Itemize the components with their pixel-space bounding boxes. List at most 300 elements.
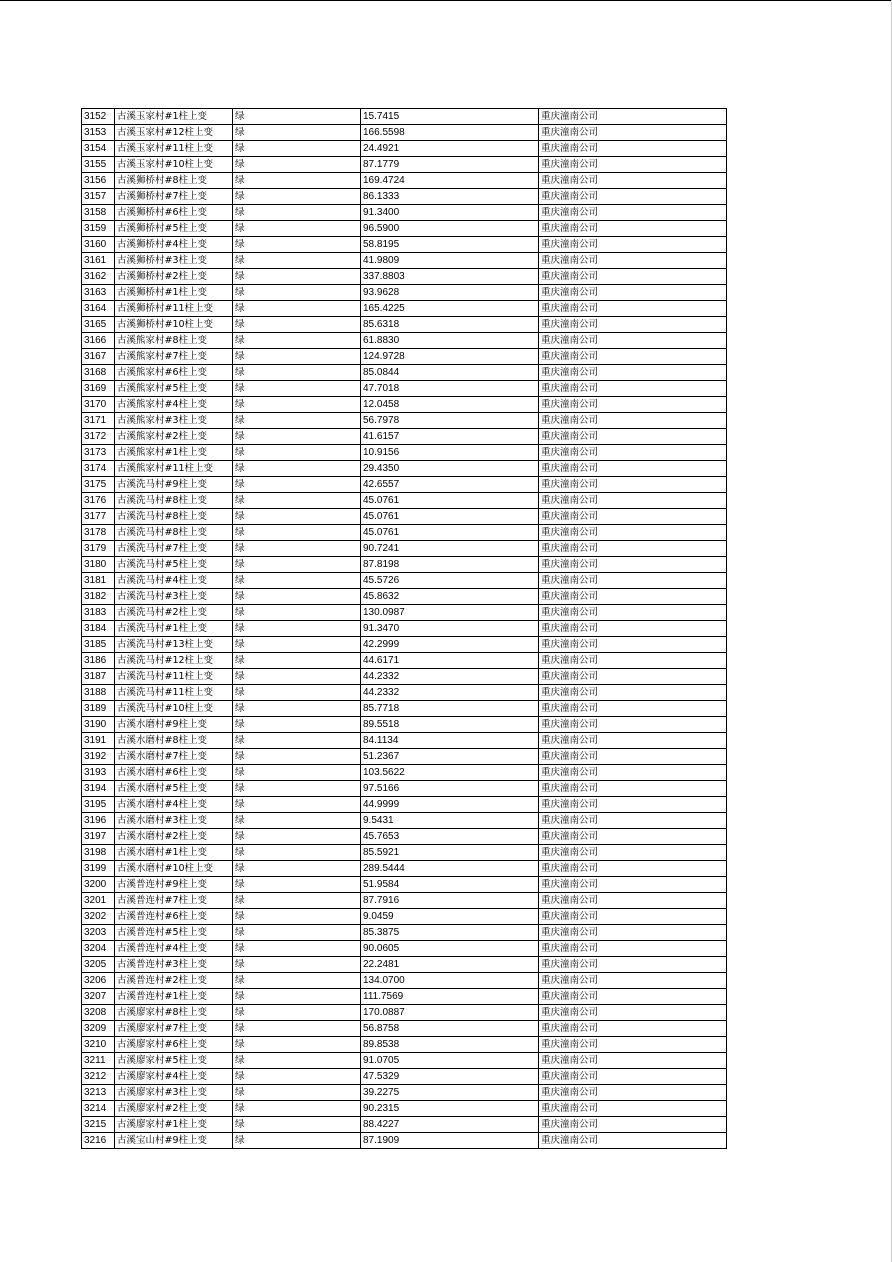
row-id-cell: 3167	[82, 349, 115, 365]
value-cell: 103.5622	[361, 765, 539, 781]
table-row	[82, 1133, 727, 1149]
table-row	[82, 669, 727, 685]
row-id-cell: 3168	[82, 365, 115, 381]
transformer-name-cell: 古溪廖家村#5柱上变	[115, 1053, 233, 1069]
transformer-name-cell: 古溪熊家村#3柱上变	[115, 413, 233, 429]
value-cell: 90.2315	[361, 1101, 539, 1117]
company-cell: 重庆潼南公司	[539, 253, 727, 269]
transformer-name-cell: 古溪熊家村#11柱上变	[115, 461, 233, 477]
transformer-name-cell: 古溪熊家村#4柱上变	[115, 397, 233, 413]
table-row	[82, 1053, 727, 1069]
status-cell: 绿	[233, 989, 361, 1005]
status-cell: 绿	[233, 605, 361, 621]
value-cell: 44.9999	[361, 797, 539, 813]
status-cell: 绿	[233, 445, 361, 461]
value-cell: 85.0844	[361, 365, 539, 381]
row-id-cell: 3188	[82, 685, 115, 701]
table-row	[82, 765, 727, 781]
row-id-cell: 3172	[82, 429, 115, 445]
value-cell: 134.0700	[361, 973, 539, 989]
value-cell: 91.0705	[361, 1053, 539, 1069]
table-row	[82, 573, 727, 589]
row-id-cell: 3166	[82, 333, 115, 349]
company-cell: 重庆潼南公司	[539, 541, 727, 557]
value-cell: 166.5598	[361, 125, 539, 141]
status-cell: 绿	[233, 637, 361, 653]
company-cell: 重庆潼南公司	[539, 1101, 727, 1117]
company-cell: 重庆潼南公司	[539, 349, 727, 365]
row-id-cell: 3203	[82, 925, 115, 941]
table-row	[82, 109, 727, 125]
status-cell: 绿	[233, 1101, 361, 1117]
transformer-name-cell: 古溪洗马村#8柱上变	[115, 509, 233, 525]
row-id-cell: 3207	[82, 989, 115, 1005]
row-id-cell: 3183	[82, 605, 115, 621]
value-cell: 85.7718	[361, 701, 539, 717]
transformer-name-cell: 古溪普连村#2柱上变	[115, 973, 233, 989]
table-row	[82, 637, 727, 653]
table-row	[82, 317, 727, 333]
status-cell: 绿	[233, 893, 361, 909]
value-cell: 45.0761	[361, 493, 539, 509]
row-id-cell: 3160	[82, 237, 115, 253]
table-row	[82, 589, 727, 605]
status-cell: 绿	[233, 109, 361, 125]
transformer-name-cell: 古溪水磨村#10柱上变	[115, 861, 233, 877]
status-cell: 绿	[233, 733, 361, 749]
value-cell: 87.7916	[361, 893, 539, 909]
company-cell: 重庆潼南公司	[539, 397, 727, 413]
transformer-name-cell: 古溪水磨村#9柱上变	[115, 717, 233, 733]
table-row	[82, 1069, 727, 1085]
transformer-name-cell: 古溪洗马村#10柱上变	[115, 701, 233, 717]
transformer-name-cell: 古溪狮桥村#6柱上变	[115, 205, 233, 221]
value-cell: 45.7653	[361, 829, 539, 845]
value-cell: 85.5921	[361, 845, 539, 861]
table-row	[82, 269, 727, 285]
row-id-cell: 3214	[82, 1101, 115, 1117]
table-row	[82, 1037, 727, 1053]
transformer-name-cell: 古溪熊家村#7柱上变	[115, 349, 233, 365]
company-cell: 重庆潼南公司	[539, 557, 727, 573]
table-row	[82, 861, 727, 877]
transformer-name-cell: 古溪洗马村#13柱上变	[115, 637, 233, 653]
transformer-name-cell: 古溪洗马村#8柱上变	[115, 525, 233, 541]
company-cell: 重庆潼南公司	[539, 653, 727, 669]
row-id-cell: 3159	[82, 221, 115, 237]
value-cell: 39.2275	[361, 1085, 539, 1101]
row-id-cell: 3198	[82, 845, 115, 861]
value-cell: 85.3875	[361, 925, 539, 941]
transformer-name-cell: 古溪水磨村#6柱上变	[115, 765, 233, 781]
transformer-name-cell: 古溪狮桥村#5柱上变	[115, 221, 233, 237]
value-cell: 22.2481	[361, 957, 539, 973]
table-row	[82, 509, 727, 525]
table-body	[82, 109, 727, 1149]
row-id-cell: 3153	[82, 125, 115, 141]
transformer-name-cell: 古溪廖家村#2柱上变	[115, 1101, 233, 1117]
company-cell: 重庆潼南公司	[539, 1117, 727, 1133]
value-cell: 15.7415	[361, 109, 539, 125]
company-cell: 重庆潼南公司	[539, 701, 727, 717]
row-id-cell: 3165	[82, 317, 115, 333]
value-cell: 86.1333	[361, 189, 539, 205]
value-cell: 58.8195	[361, 237, 539, 253]
table-row	[82, 365, 727, 381]
company-cell: 重庆潼南公司	[539, 685, 727, 701]
table-row	[82, 333, 727, 349]
value-cell: 44.2332	[361, 685, 539, 701]
value-cell: 51.2367	[361, 749, 539, 765]
row-id-cell: 3157	[82, 189, 115, 205]
value-cell: 24.4921	[361, 141, 539, 157]
row-id-cell: 3184	[82, 621, 115, 637]
company-cell: 重庆潼南公司	[539, 333, 727, 349]
row-id-cell: 3164	[82, 301, 115, 317]
company-cell: 重庆潼南公司	[539, 317, 727, 333]
row-id-cell: 3211	[82, 1053, 115, 1069]
company-cell: 重庆潼南公司	[539, 925, 727, 941]
transformer-name-cell: 古溪狮桥村#1柱上变	[115, 285, 233, 301]
transformer-name-cell: 古溪普连村#4柱上变	[115, 941, 233, 957]
status-cell: 绿	[233, 925, 361, 941]
status-cell: 绿	[233, 669, 361, 685]
status-cell: 绿	[233, 413, 361, 429]
value-cell: 87.8198	[361, 557, 539, 573]
company-cell: 重庆潼南公司	[539, 781, 727, 797]
row-id-cell: 3170	[82, 397, 115, 413]
value-cell: 10.9156	[361, 445, 539, 461]
company-cell: 重庆潼南公司	[539, 205, 727, 221]
status-cell: 绿	[233, 701, 361, 717]
value-cell: 124.9728	[361, 349, 539, 365]
data-table	[81, 108, 727, 1149]
status-cell: 绿	[233, 749, 361, 765]
company-cell: 重庆潼南公司	[539, 237, 727, 253]
status-cell: 绿	[233, 157, 361, 173]
value-cell: 165.4225	[361, 301, 539, 317]
table-row	[82, 701, 727, 717]
value-cell: 51.9584	[361, 877, 539, 893]
transformer-name-cell: 古溪熊家村#2柱上变	[115, 429, 233, 445]
transformer-name-cell: 古溪普连村#5柱上变	[115, 925, 233, 941]
company-cell: 重庆潼南公司	[539, 509, 727, 525]
value-cell: 45.8632	[361, 589, 539, 605]
row-id-cell: 3195	[82, 797, 115, 813]
value-cell: 89.8538	[361, 1037, 539, 1053]
row-id-cell: 3152	[82, 109, 115, 125]
status-cell: 绿	[233, 461, 361, 477]
transformer-name-cell: 古溪狮桥村#4柱上变	[115, 237, 233, 253]
status-cell: 绿	[233, 125, 361, 141]
transformer-name-cell: 古溪玉家村#10柱上变	[115, 157, 233, 173]
status-cell: 绿	[233, 349, 361, 365]
row-id-cell: 3156	[82, 173, 115, 189]
status-cell: 绿	[233, 941, 361, 957]
row-id-cell: 3206	[82, 973, 115, 989]
table-row	[82, 893, 727, 909]
table-row	[82, 189, 727, 205]
table-row	[82, 909, 727, 925]
status-cell: 绿	[233, 285, 361, 301]
status-cell: 绿	[233, 237, 361, 253]
status-cell: 绿	[233, 797, 361, 813]
company-cell: 重庆潼南公司	[539, 429, 727, 445]
transformer-name-cell: 古溪洗马村#2柱上变	[115, 605, 233, 621]
table-row	[82, 205, 727, 221]
status-cell: 绿	[233, 397, 361, 413]
table-row	[82, 461, 727, 477]
status-cell: 绿	[233, 173, 361, 189]
status-cell: 绿	[233, 1005, 361, 1021]
status-cell: 绿	[233, 845, 361, 861]
transformer-name-cell: 古溪廖家村#8柱上变	[115, 1005, 233, 1021]
transformer-name-cell: 古溪狮桥村#8柱上变	[115, 173, 233, 189]
value-cell: 47.7018	[361, 381, 539, 397]
transformer-name-cell: 古溪狮桥村#10柱上变	[115, 317, 233, 333]
value-cell: 87.1779	[361, 157, 539, 173]
row-id-cell: 3189	[82, 701, 115, 717]
value-cell: 96.5900	[361, 221, 539, 237]
row-id-cell: 3163	[82, 285, 115, 301]
company-cell: 重庆潼南公司	[539, 765, 727, 781]
transformer-name-cell: 古溪玉家村#12柱上变	[115, 125, 233, 141]
table-row	[82, 1101, 727, 1117]
company-cell: 重庆潼南公司	[539, 221, 727, 237]
transformer-name-cell: 古溪洗马村#8柱上变	[115, 493, 233, 509]
company-cell: 重庆潼南公司	[539, 813, 727, 829]
transformer-name-cell: 古溪洗马村#5柱上变	[115, 557, 233, 573]
value-cell: 45.0761	[361, 525, 539, 541]
company-cell: 重庆潼南公司	[539, 1069, 727, 1085]
transformer-name-cell: 古溪狮桥村#2柱上变	[115, 269, 233, 285]
company-cell: 重庆潼南公司	[539, 445, 727, 461]
company-cell: 重庆潼南公司	[539, 189, 727, 205]
table-row	[82, 477, 727, 493]
company-cell: 重庆潼南公司	[539, 909, 727, 925]
row-id-cell: 3192	[82, 749, 115, 765]
value-cell: 9.5431	[361, 813, 539, 829]
value-cell: 88.4227	[361, 1117, 539, 1133]
company-cell: 重庆潼南公司	[539, 749, 727, 765]
table-row	[82, 381, 727, 397]
status-cell: 绿	[233, 957, 361, 973]
table-row	[82, 813, 727, 829]
status-cell: 绿	[233, 813, 361, 829]
company-cell: 重庆潼南公司	[539, 797, 727, 813]
row-id-cell: 3212	[82, 1069, 115, 1085]
company-cell: 重庆潼南公司	[539, 605, 727, 621]
company-cell: 重庆潼南公司	[539, 877, 727, 893]
transformer-name-cell: 古溪水磨村#5柱上变	[115, 781, 233, 797]
table-row	[82, 541, 727, 557]
value-cell: 56.7978	[361, 413, 539, 429]
status-cell: 绿	[233, 253, 361, 269]
table-row	[82, 141, 727, 157]
value-cell: 169.4724	[361, 173, 539, 189]
row-id-cell: 3169	[82, 381, 115, 397]
company-cell: 重庆潼南公司	[539, 381, 727, 397]
transformer-name-cell: 古溪普连村#7柱上变	[115, 893, 233, 909]
value-cell: 90.0605	[361, 941, 539, 957]
transformer-name-cell: 古溪洗马村#1柱上变	[115, 621, 233, 637]
status-cell: 绿	[233, 1133, 361, 1149]
status-cell: 绿	[233, 573, 361, 589]
status-cell: 绿	[233, 1037, 361, 1053]
company-cell: 重庆潼南公司	[539, 829, 727, 845]
value-cell: 41.6157	[361, 429, 539, 445]
status-cell: 绿	[233, 1021, 361, 1037]
status-cell: 绿	[233, 621, 361, 637]
status-cell: 绿	[233, 909, 361, 925]
transformer-name-cell: 古溪廖家村#6柱上变	[115, 1037, 233, 1053]
transformer-name-cell: 古溪玉家村#11柱上变	[115, 141, 233, 157]
status-cell: 绿	[233, 653, 361, 669]
table-row	[82, 653, 727, 669]
status-cell: 绿	[233, 685, 361, 701]
status-cell: 绿	[233, 557, 361, 573]
status-cell: 绿	[233, 1069, 361, 1085]
row-id-cell: 3176	[82, 493, 115, 509]
company-cell: 重庆潼南公司	[539, 1133, 727, 1149]
company-cell: 重庆潼南公司	[539, 1053, 727, 1069]
company-cell: 重庆潼南公司	[539, 413, 727, 429]
row-id-cell: 3186	[82, 653, 115, 669]
company-cell: 重庆潼南公司	[539, 1037, 727, 1053]
value-cell: 61.8830	[361, 333, 539, 349]
status-cell: 绿	[233, 365, 361, 381]
row-id-cell: 3161	[82, 253, 115, 269]
table-row	[82, 621, 727, 637]
table-row	[82, 877, 727, 893]
table-row	[82, 349, 727, 365]
table-row	[82, 829, 727, 845]
company-cell: 重庆潼南公司	[539, 125, 727, 141]
value-cell: 111.7569	[361, 989, 539, 1005]
status-cell: 绿	[233, 205, 361, 221]
table-row	[82, 429, 727, 445]
table-row	[82, 1021, 727, 1037]
status-cell: 绿	[233, 317, 361, 333]
transformer-name-cell: 古溪水磨村#3柱上变	[115, 813, 233, 829]
status-cell: 绿	[233, 301, 361, 317]
company-cell: 重庆潼南公司	[539, 893, 727, 909]
transformer-name-cell: 古溪熊家村#8柱上变	[115, 333, 233, 349]
company-cell: 重庆潼南公司	[539, 461, 727, 477]
status-cell: 绿	[233, 509, 361, 525]
transformer-name-cell: 古溪洗马村#11柱上变	[115, 669, 233, 685]
transformer-name-cell: 古溪普连村#3柱上变	[115, 957, 233, 973]
company-cell: 重庆潼南公司	[539, 845, 727, 861]
transformer-name-cell: 古溪狮桥村#3柱上变	[115, 253, 233, 269]
company-cell: 重庆潼南公司	[539, 1005, 727, 1021]
company-cell: 重庆潼南公司	[539, 285, 727, 301]
table-row	[82, 797, 727, 813]
value-cell: 45.5726	[361, 573, 539, 589]
transformer-name-cell: 古溪廖家村#4柱上变	[115, 1069, 233, 1085]
table-row	[82, 557, 727, 573]
value-cell: 9.0459	[361, 909, 539, 925]
status-cell: 绿	[233, 333, 361, 349]
row-id-cell: 3194	[82, 781, 115, 797]
row-id-cell: 3196	[82, 813, 115, 829]
transformer-name-cell: 古溪洗马村#12柱上变	[115, 653, 233, 669]
transformer-name-cell: 古溪洗马村#9柱上变	[115, 477, 233, 493]
value-cell: 84.1134	[361, 733, 539, 749]
company-cell: 重庆潼南公司	[539, 477, 727, 493]
table-row	[82, 717, 727, 733]
value-cell: 56.8758	[361, 1021, 539, 1037]
status-cell: 绿	[233, 381, 361, 397]
transformer-name-cell: 古溪水磨村#4柱上变	[115, 797, 233, 813]
transformer-name-cell: 古溪水磨村#1柱上变	[115, 845, 233, 861]
row-id-cell: 3197	[82, 829, 115, 845]
row-id-cell: 3191	[82, 733, 115, 749]
transformer-name-cell: 古溪玉家村#1柱上变	[115, 109, 233, 125]
status-cell: 绿	[233, 1085, 361, 1101]
status-cell: 绿	[233, 269, 361, 285]
company-cell: 重庆潼南公司	[539, 957, 727, 973]
company-cell: 重庆潼南公司	[539, 525, 727, 541]
status-cell: 绿	[233, 829, 361, 845]
row-id-cell: 3185	[82, 637, 115, 653]
transformer-name-cell: 古溪熊家村#1柱上变	[115, 445, 233, 461]
value-cell: 85.6318	[361, 317, 539, 333]
company-cell: 重庆潼南公司	[539, 669, 727, 685]
status-cell: 绿	[233, 973, 361, 989]
status-cell: 绿	[233, 221, 361, 237]
table-row	[82, 845, 727, 861]
value-cell: 90.7241	[361, 541, 539, 557]
value-cell: 97.5166	[361, 781, 539, 797]
transformer-name-cell: 古溪洗马村#7柱上变	[115, 541, 233, 557]
value-cell: 87.1909	[361, 1133, 539, 1149]
row-id-cell: 3177	[82, 509, 115, 525]
row-id-cell: 3158	[82, 205, 115, 221]
row-id-cell: 3154	[82, 141, 115, 157]
status-cell: 绿	[233, 781, 361, 797]
company-cell: 重庆潼南公司	[539, 989, 727, 1005]
value-cell: 289.5444	[361, 861, 539, 877]
value-cell: 41.9809	[361, 253, 539, 269]
table-row	[82, 733, 727, 749]
table-row	[82, 493, 727, 509]
table-row	[82, 221, 727, 237]
transformer-name-cell: 古溪狮桥村#11柱上变	[115, 301, 233, 317]
company-cell: 重庆潼南公司	[539, 573, 727, 589]
status-cell: 绿	[233, 589, 361, 605]
status-cell: 绿	[233, 765, 361, 781]
transformer-name-cell: 古溪水磨村#8柱上变	[115, 733, 233, 749]
transformer-name-cell: 古溪普连村#6柱上变	[115, 909, 233, 925]
table-row	[82, 989, 727, 1005]
company-cell: 重庆潼南公司	[539, 733, 727, 749]
company-cell: 重庆潼南公司	[539, 1085, 727, 1101]
status-cell: 绿	[233, 493, 361, 509]
value-cell: 42.6557	[361, 477, 539, 493]
table-row	[82, 605, 727, 621]
value-cell: 130.0987	[361, 605, 539, 621]
value-cell: 42.2999	[361, 637, 539, 653]
row-id-cell: 3199	[82, 861, 115, 877]
row-id-cell: 3216	[82, 1133, 115, 1149]
table-row	[82, 397, 727, 413]
row-id-cell: 3182	[82, 589, 115, 605]
company-cell: 重庆潼南公司	[539, 109, 727, 125]
row-id-cell: 3202	[82, 909, 115, 925]
company-cell: 重庆潼南公司	[539, 861, 727, 877]
row-id-cell: 3155	[82, 157, 115, 173]
